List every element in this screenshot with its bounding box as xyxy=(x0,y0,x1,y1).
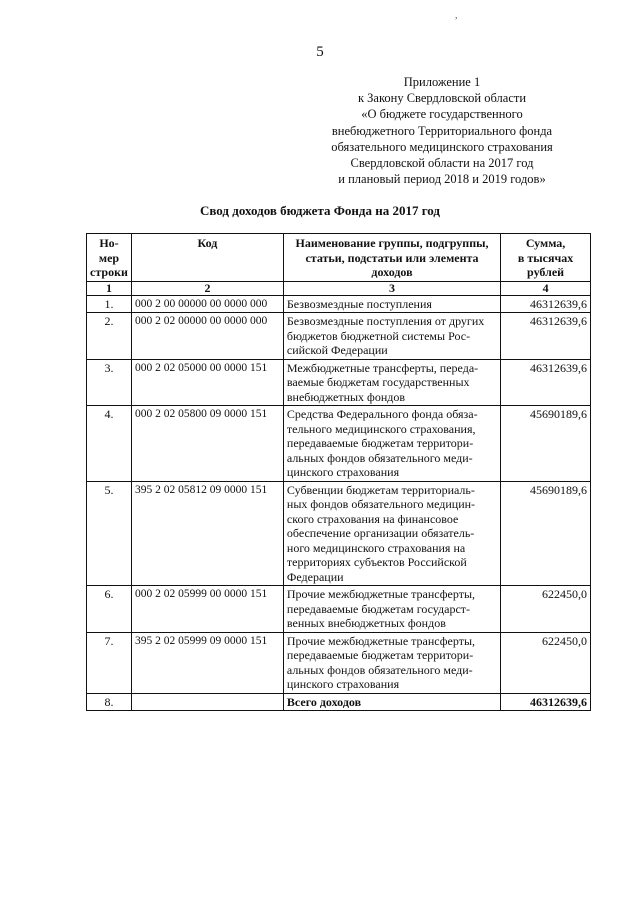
header-line: мер xyxy=(98,250,120,265)
row-code: 395 2 02 05999 09 0000 151 xyxy=(131,632,283,693)
column-number: 3 xyxy=(283,281,500,295)
table-row xyxy=(87,359,591,406)
total-sum: 46312639,6 xyxy=(501,693,591,711)
row-name-line: внебюджетных фондов xyxy=(286,389,406,404)
annex-header xyxy=(292,74,592,187)
row-name-line: Межбюджетные трансферты, переда- xyxy=(286,360,479,375)
header-code: Код xyxy=(131,234,283,282)
scan-artifact: , xyxy=(455,10,458,21)
row-name-line: цинского страхования xyxy=(286,465,400,479)
table-row xyxy=(87,406,591,482)
header-line: Но- xyxy=(99,236,119,250)
row-name-line: передаваемые бюджетам территори- xyxy=(286,436,474,450)
row-name-line: Безвозмездные поступления от других xyxy=(286,314,485,328)
row-name-line: цинского страхования xyxy=(286,677,400,691)
row-sum: 45690189,6 xyxy=(501,406,591,482)
row-name xyxy=(283,481,500,586)
annex-line: и плановый период 2018 и 2019 годов» xyxy=(338,172,546,187)
header-line: доходов xyxy=(371,265,413,279)
row-name xyxy=(283,359,500,406)
page-number: 5 xyxy=(316,44,324,60)
header-line: Наименование группы, подгруппы, xyxy=(295,236,489,250)
annex-line: к Закону Свердловской области xyxy=(357,91,527,106)
row-name-line: территориях субъектов Российской xyxy=(286,555,467,569)
annex-line: Свердловской области на 2017 год xyxy=(350,156,534,171)
row-name-line: альных фондов обязательного меди- xyxy=(286,450,473,465)
row-name-line: ных фондов обязательного медицин- xyxy=(286,497,476,511)
table-row xyxy=(87,632,591,693)
column-number: 4 xyxy=(501,281,591,295)
row-sum: 46312639,6 xyxy=(501,359,591,406)
total-number: 8. xyxy=(87,693,132,711)
row-name-line: бюджетов бюджетной системы Рос- xyxy=(286,328,471,343)
annex-line: обязательного медицинского страхования xyxy=(331,139,553,154)
table-header-row xyxy=(87,234,591,282)
row-name-line: передаваемые бюджетам государст- xyxy=(286,601,471,616)
row-number: 4. xyxy=(87,406,132,482)
row-name-line: Средства Федерального фонда обяза- xyxy=(286,407,478,421)
income-table xyxy=(86,233,591,711)
table-row xyxy=(87,313,591,360)
row-name-line: передаваемые бюджетам территори- xyxy=(286,648,474,662)
column-number-row xyxy=(87,281,591,295)
row-name xyxy=(283,586,500,633)
annex-line: «О бюджете государственного xyxy=(361,107,523,122)
column-number: 1 xyxy=(87,281,132,295)
row-name xyxy=(283,295,500,313)
row-name-line: обеспечение организации обязатель- xyxy=(286,526,475,540)
row-number: 3. xyxy=(87,359,132,406)
row-sum: 622450,0 xyxy=(501,586,591,633)
header-line: статьи, подстатьи или элемента xyxy=(305,250,479,265)
table-row xyxy=(87,586,591,633)
header-sum xyxy=(501,234,591,282)
header-number xyxy=(87,234,132,282)
annex-line: Приложение 1 xyxy=(403,75,481,89)
total-row xyxy=(87,693,591,711)
row-code: 000 2 02 05999 00 0000 151 xyxy=(131,586,283,633)
row-number: 1. xyxy=(87,295,132,313)
row-number: 5. xyxy=(87,481,132,586)
annex-line: внебюджетного Территориального фонда xyxy=(331,123,553,138)
total-code xyxy=(131,693,283,711)
header-line: рублей xyxy=(527,265,565,279)
row-code: 000 2 02 05000 00 0000 151 xyxy=(131,359,283,406)
row-name xyxy=(283,632,500,693)
total-name: Всего доходов xyxy=(283,693,500,711)
table-body xyxy=(87,281,591,711)
row-name-line: Прочие межбюджетные трансферты, xyxy=(286,587,476,601)
row-number: 2. xyxy=(87,313,132,360)
table-row xyxy=(87,481,591,586)
row-code: 000 2 02 00000 00 0000 000 xyxy=(131,313,283,360)
header-line: в тысячах xyxy=(517,250,574,265)
row-code: 395 2 02 05812 09 0000 151 xyxy=(131,481,283,586)
row-name-line: Прочие межбюджетные трансферты, xyxy=(286,633,476,648)
row-name-line: ского страхования на финансовое xyxy=(286,511,459,526)
row-number: 6. xyxy=(87,586,132,633)
row-code: 000 2 00 00000 00 0000 000 xyxy=(131,295,283,313)
header-line: Сумма, xyxy=(525,236,566,250)
row-name-line: сийской Федерации xyxy=(286,343,388,357)
row-name-line: ного медицинского страхования на xyxy=(286,540,466,555)
row-sum: 622450,0 xyxy=(501,632,591,693)
row-name-line: Субвенции бюджетам территориаль- xyxy=(286,482,475,497)
column-number: 2 xyxy=(131,281,283,295)
row-sum: 46312639,6 xyxy=(501,313,591,360)
row-name-line: тельного медицинского страхования, xyxy=(286,421,476,436)
row-name-line: Федерации xyxy=(286,569,344,584)
row-name-line: альных фондов обязательного меди- xyxy=(286,662,473,677)
row-name-line: Безвозмездные поступления xyxy=(286,296,432,311)
row-name-line: ваемые бюджетам государственных xyxy=(286,375,470,389)
row-sum: 46312639,6 xyxy=(501,295,591,313)
header-name xyxy=(283,234,500,282)
header-line: строки xyxy=(90,265,128,279)
document-title: Свод доходов бюджета Фонда на 2017 год xyxy=(199,203,441,218)
row-name xyxy=(283,406,500,482)
table-row xyxy=(87,295,591,313)
row-number: 7. xyxy=(87,632,132,693)
row-sum: 45690189,6 xyxy=(501,481,591,586)
row-code: 000 2 02 05800 09 0000 151 xyxy=(131,406,283,482)
row-name xyxy=(283,313,500,360)
row-name-line: венных внебюджетных фондов xyxy=(286,616,446,630)
